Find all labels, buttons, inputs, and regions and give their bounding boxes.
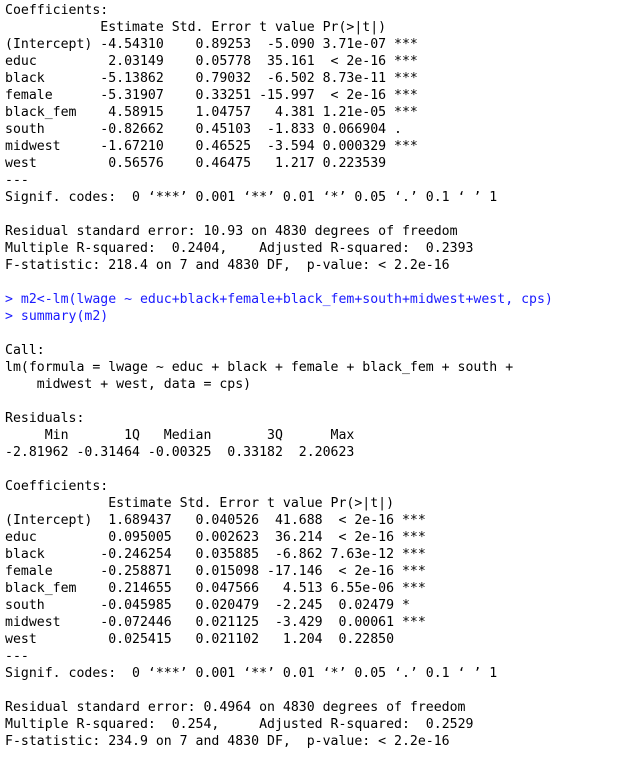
console-output-line: black_fem 0.214655 0.047566 4.513 6.55e-06 *** — [5, 581, 426, 596]
console-output-line: west 0.56576 0.46475 1.217 0.223539 — [5, 156, 418, 171]
console-output-line: Coefficients: — [5, 3, 109, 18]
console-output-line: educ 2.03149 0.05778 35.161 < 2e-16 *** — [5, 54, 418, 69]
console-output-line: Residuals: — [5, 411, 85, 426]
console-output-line: midwest + west, data = cps) — [5, 377, 252, 392]
console-blank-line — [5, 325, 637, 342]
console-output-line: female -5.31907 0.33251 -15.997 < 2e-16 *** — [5, 88, 418, 103]
console-output-line: south -0.045985 0.020479 -2.245 0.02479 * — [5, 598, 426, 613]
console-output-line: Signif. codes: 0 ‘***’ 0.001 ‘**’ 0.01 ‘*’ 0.05 ‘.’ 0.1 ‘ ’ 1 — [5, 666, 498, 681]
console-output-line: Residual standard error: 0.4964 on 4830 degrees of freedom — [5, 700, 466, 715]
console-input-line: > m2<-lm(lwage ~ educ+black+female+black_fem+south+midwest+west, cps) — [5, 292, 553, 307]
console-output-line: F-statistic: 234.9 on 7 and 4830 DF, p-value: < 2.2e-16 — [5, 734, 450, 749]
console-output-line: midwest -1.67210 0.46525 -3.594 0.000329 *** — [5, 139, 418, 154]
console-input-line: > summary(m2) — [5, 309, 109, 324]
console-output-line: (Intercept) 1.689437 0.040526 41.688 < 2e-16 *** — [5, 513, 426, 528]
console-blank-line — [5, 682, 637, 699]
console-output-line: Coefficients: — [5, 479, 109, 494]
console-blank-line — [5, 393, 637, 410]
console-blank-line — [5, 206, 637, 223]
r-console-output[interactable] — [5, 2, 637, 765]
console-output-line: Signif. codes: 0 ‘***’ 0.001 ‘**’ 0.01 ‘*’ 0.05 ‘.’ 0.1 ‘ ’ 1 — [5, 190, 498, 205]
console-output-line: Multiple R-squared: 0.2404, Adjusted R-squared: 0.2393 — [5, 241, 482, 256]
console-output-line: midwest -0.072446 0.021125 -3.429 0.00061 *** — [5, 615, 426, 630]
console-output-line: Estimate Std. Error t value Pr(>|t|) — [5, 496, 426, 511]
console-output-line: educ 0.095005 0.002623 36.214 < 2e-16 *** — [5, 530, 426, 545]
console-output-line: lm(formula = lwage ~ educ + black + female + black_fem + south + — [5, 360, 522, 375]
console-blank-line — [5, 274, 637, 291]
console-output-line: south -0.82662 0.45103 -1.833 0.066904 . — [5, 122, 418, 137]
console-output-line: Multiple R-squared: 0.254, Adjusted R-squared: 0.2529 — [5, 717, 482, 732]
console-output-line: Call: — [5, 343, 45, 358]
console-output-line: west 0.025415 0.021102 1.204 0.22850 — [5, 632, 426, 647]
console-output-line: black_fem 4.58915 1.04757 4.381 1.21e-05 *** — [5, 105, 418, 120]
console-output-line: F-statistic: 218.4 on 7 and 4830 DF, p-value: < 2.2e-16 — [5, 258, 450, 273]
console-output-line: -2.81962 -0.31464 -0.00325 0.33182 2.20623 — [5, 445, 363, 460]
console-output-line: --- — [5, 649, 29, 664]
console-output-line: black -5.13862 0.79032 -6.502 8.73e-11 *** — [5, 71, 418, 86]
console-output-line: Estimate Std. Error t value Pr(>|t|) — [5, 20, 418, 35]
console-output-line: --- — [5, 173, 29, 188]
console-output-line: black -0.246254 0.035885 -6.862 7.63e-12 *** — [5, 547, 426, 562]
console-blank-line — [5, 461, 637, 478]
console-output-line: female -0.258871 0.015098 -17.146 < 2e-16 *** — [5, 564, 426, 579]
console-output-line: (Intercept) -4.54310 0.89253 -5.090 3.71e-07 *** — [5, 37, 418, 52]
console-output-line: Residual standard error: 10.93 on 4830 degrees of freedom — [5, 224, 458, 239]
console-output-line: Min 1Q Median 3Q Max — [5, 428, 363, 443]
